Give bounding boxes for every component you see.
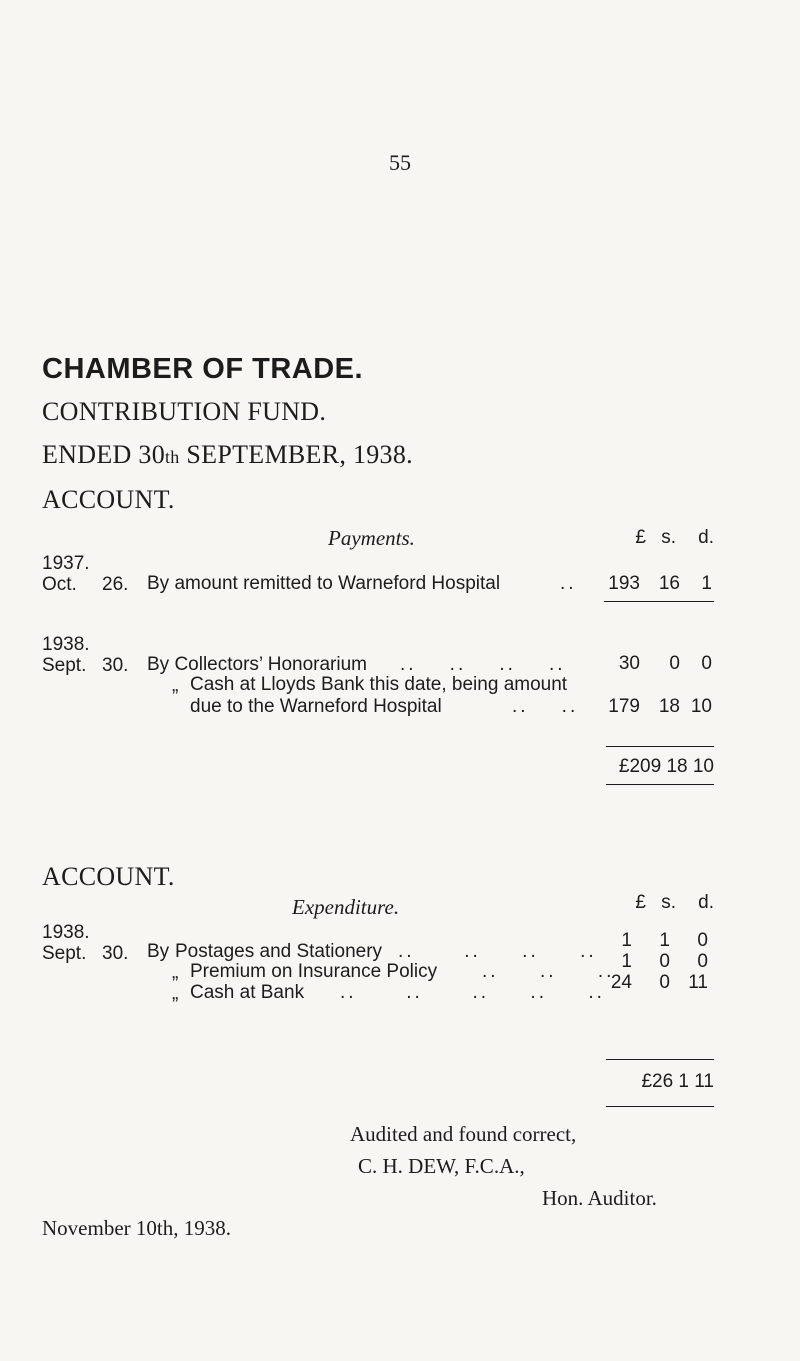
amount-pounds: 24 <box>610 972 632 993</box>
entry-year: 1938. <box>42 634 90 655</box>
entry-description: Postages and Stationery <box>175 941 383 962</box>
document-title: CHAMBER OF TRADE. <box>42 353 364 385</box>
amount-pence: 1 <box>701 573 712 594</box>
total-underline <box>606 784 714 785</box>
amount-pence: 0 <box>697 951 708 972</box>
amount-shillings: 16 <box>658 573 680 594</box>
auditor-name: C. H. DEW, F.C.A., <box>358 1154 525 1178</box>
payments-section-title: Payments. <box>328 526 415 550</box>
pence-header: d. <box>698 892 714 913</box>
expenditure-account-heading: ACCOUNT. <box>42 862 175 891</box>
ditto-mark: „ <box>172 675 179 696</box>
amount-shillings: 0 <box>659 951 670 972</box>
dot-leader: .. .. .. <box>482 961 615 982</box>
entry-description: By Collectors’ Honorarium <box>147 654 367 675</box>
subtotal-rule <box>604 601 714 602</box>
entry-day: 30. <box>102 655 129 676</box>
expenditure-total: £26 1 11 <box>641 1071 714 1092</box>
ditto-mark: „ <box>172 962 179 983</box>
amount-shillings: 0 <box>659 972 670 993</box>
audit-statement: Audited and found correct, <box>350 1122 577 1146</box>
dot-leader: .. .. .. .. <box>398 941 597 962</box>
dot-leader: .. .. .. .. .. <box>340 982 605 1003</box>
amount-pounds: 30 <box>618 653 640 674</box>
pounds-header: £ <box>635 892 646 913</box>
entry-description: Cash at Bank <box>190 982 305 1003</box>
period-heading: ENDED 30th SEPTEMBER, 1938. <box>42 440 413 469</box>
entry-year: 1938. <box>42 922 90 943</box>
shillings-header: s. <box>661 527 676 548</box>
ditto-mark: „ <box>172 983 179 1004</box>
entry-description: Cash at Lloyds Bank this date, being amount <box>190 674 568 695</box>
pence-header: d. <box>698 527 714 548</box>
amount-shillings: 18 <box>658 696 680 717</box>
amount-pounds: 179 <box>608 696 640 717</box>
entry-month: Sept. <box>42 655 87 676</box>
dot-leader: .. <box>560 573 577 594</box>
amount-shillings: 0 <box>669 653 680 674</box>
payments-account-heading: ACCOUNT. <box>42 485 175 514</box>
entry-prefix: By <box>147 941 170 962</box>
amount-pence: 0 <box>697 930 708 951</box>
shillings-header: s. <box>661 892 676 913</box>
entry-month: Sept. <box>42 943 87 964</box>
total-underline <box>606 1106 714 1107</box>
fund-name: CONTRIBUTION FUND. <box>42 397 327 426</box>
amount-pounds: 1 <box>621 930 632 951</box>
amount-pounds: 1 <box>621 951 632 972</box>
amount-pence: 10 <box>690 696 712 717</box>
amount-pence: 11 <box>688 972 708 993</box>
auditor-title: Hon. Auditor. <box>542 1186 657 1210</box>
total-rule <box>606 746 714 747</box>
signature-date: November 10th, 1938. <box>42 1216 231 1240</box>
dot-leader: .. .. .. .. <box>400 654 566 675</box>
page-number: 55 <box>389 150 411 175</box>
entry-year: 1937. <box>42 553 90 574</box>
amount-pounds: 193 <box>608 573 640 594</box>
dot-leader: .. .. <box>512 696 579 717</box>
amount-pence: 0 <box>701 653 712 674</box>
total-rule <box>606 1059 714 1060</box>
pounds-header: £ <box>635 527 646 548</box>
entry-description: By amount remitted to Warneford Hospital <box>147 573 501 594</box>
entry-description-continued: due to the Warneford Hospital <box>190 696 442 717</box>
entry-month: Oct. <box>42 574 77 595</box>
amount-shillings: 1 <box>659 930 670 951</box>
expenditure-section-title: Expenditure. <box>292 895 400 919</box>
payments-total: £209 18 10 <box>618 756 714 777</box>
entry-description: Premium on Insurance Policy <box>190 961 438 982</box>
entry-day: 30. <box>102 943 129 964</box>
entry-day: 26. <box>102 574 129 595</box>
